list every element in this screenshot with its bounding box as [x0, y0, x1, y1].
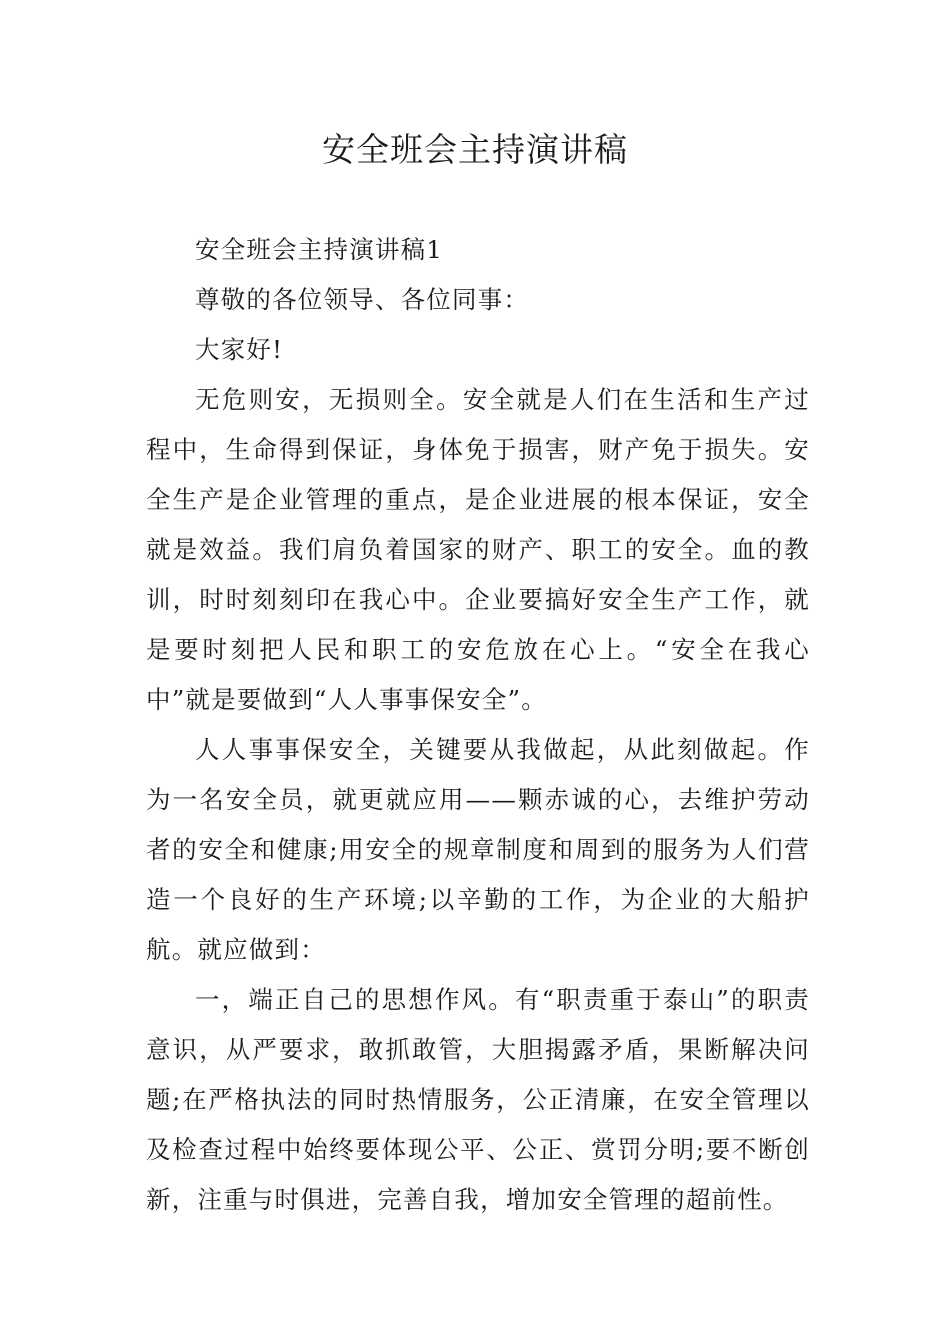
paragraph-greeting: 大家好! [195, 335, 284, 364]
paragraph-subtitle: 安全班会主持演讲稿1 [195, 235, 444, 264]
document-title: 安全班会主持演讲稿 [322, 130, 628, 169]
document-body [146, 225, 810, 1225]
paragraph-body-2: 人人事事保安全，关键要从我做起，从此刻做起。作为一名安全员，就更就应用——颗赤诚的心，去维护劳动者的安全和健康;用安全的规章制度和周到的服务为人们营造一个良好的生产环境;以辛勤的工作，为企业的大船护航。就应做到： [146, 735, 810, 964]
paragraph-body-1: 无危则安，无损则全。安全就是人们在生活和生产过程中，生命得到保证，身体免于损害，财产免于损失。安全生产是企业管理的重点，是企业进展的根本保证，安全就是效益。我们肩负着国家的财产、职工的安全。血的教训，时时刻刻印在我心中。企业要搞好安全生产工作，就是要时刻把人民和职工的安危放在心上。“安全在我心中”就是要做到“人人事事保安全”。 [146, 385, 810, 714]
paragraph-salutation: 尊敬的各位领导、各位同事： [195, 285, 530, 314]
paragraph-body-3: 一，端正自己的思想作风。有“职责重于泰山”的职责意识，从严要求，敢抓敢管，大胆揭露矛盾，果断解决问题;在严格执法的同时热情服务，公正清廉，在安全管理以及检查过程中始终要体现公平、公正、赏罚分明;要不断创新，注重与时俱进，完善自我，增加安全管理的超前性。 [146, 985, 810, 1214]
